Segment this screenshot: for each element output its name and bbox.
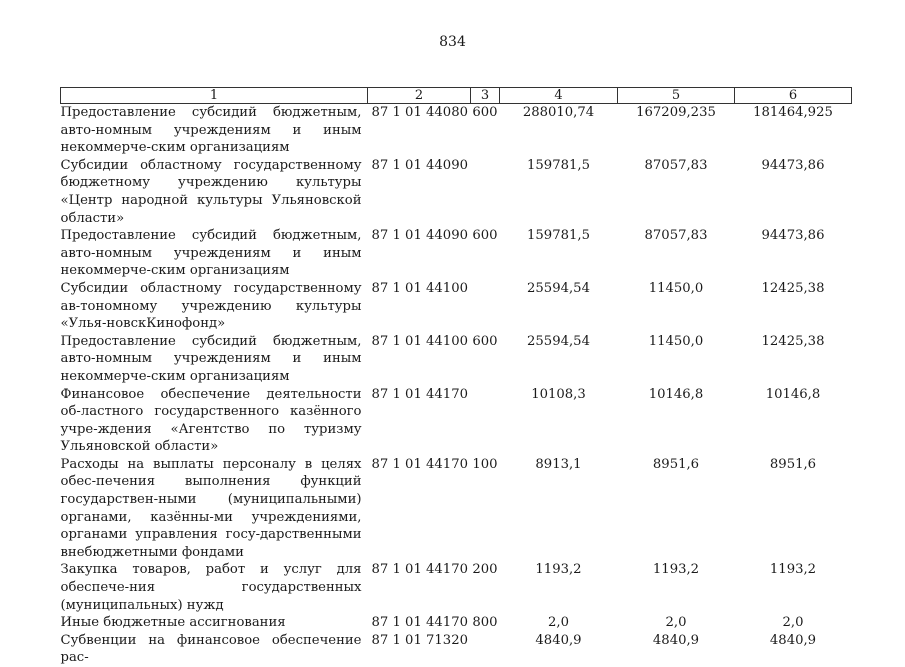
cell-v6: 94473,86: [735, 157, 852, 227]
cell-v6: 4840,9: [735, 632, 852, 667]
cell-v5: 167209,235: [618, 104, 735, 157]
cell-code: 87 1 01 44090: [368, 157, 471, 227]
cell-v6: 2,0: [735, 614, 852, 632]
header-cell-5: 5: [618, 88, 735, 104]
cell-name: Субсидии областному государственному ав-тономному учреждению культуры «Улья-новскКинофонд»: [61, 280, 368, 333]
cell-name: Предоставление субсидий бюджетным, авто-номным учреждениям и иным некоммерче-ским организациям: [61, 104, 368, 157]
cell-v5: 2,0: [618, 614, 735, 632]
cell-v6: 8951,6: [735, 456, 852, 562]
table-header-row: [61, 88, 852, 104]
table-row: [61, 157, 852, 227]
cell-v4: 25594,54: [500, 333, 618, 386]
header-cell-4: 4: [500, 88, 618, 104]
table-row: [61, 227, 852, 280]
cell-vr: 600: [471, 333, 500, 386]
cell-v5: 10146,8: [618, 386, 735, 456]
cell-name: Иные бюджетные ассигнования: [61, 614, 368, 632]
cell-v5: 8951,6: [618, 456, 735, 562]
cell-vr: 600: [471, 227, 500, 280]
cell-vr: 200: [471, 561, 500, 614]
header-cell-3: 3: [471, 88, 500, 104]
cell-vr: 600: [471, 104, 500, 157]
cell-v4: 159781,5: [500, 227, 618, 280]
cell-v4: 4840,9: [500, 632, 618, 667]
cell-code: 87 1 01 44100: [368, 280, 471, 333]
cell-v6: 10146,8: [735, 386, 852, 456]
cell-name: Субвенции на финансовое обеспечение рас-: [61, 632, 368, 667]
cell-v4: 288010,74: [500, 104, 618, 157]
cell-v4: 8913,1: [500, 456, 618, 562]
cell-name: Закупка товаров, работ и услуг для обеспече-ния государственных (муниципальных) нужд: [61, 561, 368, 614]
cell-code: 87 1 01 71320: [368, 632, 471, 667]
table-row: [61, 614, 852, 632]
cell-name: Расходы на выплаты персоналу в целях обес-печения выполнения функций государствен-ными (муниципальными) органами, казённы-ми учреждениями, органами управления госу-дарственными внебюджетными фондами: [61, 456, 368, 562]
cell-vr: 100: [471, 456, 500, 562]
cell-name: Финансовое обеспечение деятельности об-ластного государственного казённого учре-ждения «Агентство по туризму Ульяновской области»: [61, 386, 368, 456]
cell-v4: 159781,5: [500, 157, 618, 227]
cell-v5: 11450,0: [618, 333, 735, 386]
cell-v5: 11450,0: [618, 280, 735, 333]
cell-code: 87 1 01 44170: [368, 561, 471, 614]
cell-v5: 87057,83: [618, 227, 735, 280]
cell-vr: 800: [471, 614, 500, 632]
header-cell-2: 2: [368, 88, 471, 104]
cell-code: 87 1 01 44100: [368, 333, 471, 386]
table-row: [61, 386, 852, 456]
cell-code: 87 1 01 44170: [368, 456, 471, 562]
cell-v5: 4840,9: [618, 632, 735, 667]
table-row: [61, 632, 852, 667]
cell-v6: 181464,925: [735, 104, 852, 157]
table-body: [61, 104, 852, 667]
cell-v4: 10108,3: [500, 386, 618, 456]
table-row: [61, 280, 852, 333]
cell-v5: 1193,2: [618, 561, 735, 614]
cell-v4: 25594,54: [500, 280, 618, 333]
cell-v6: 1193,2: [735, 561, 852, 614]
cell-v6: 94473,86: [735, 227, 852, 280]
cell-code: 87 1 01 44170: [368, 386, 471, 456]
cell-vr: [471, 157, 500, 227]
header-cell-1: 1: [61, 88, 368, 104]
cell-name: Предоставление субсидий бюджетным, авто-номным учреждениям и иным некоммерче-ским организациям: [61, 227, 368, 280]
cell-name: Предоставление субсидий бюджетным, авто-номным учреждениям и иным некоммерче-ским организациям: [61, 333, 368, 386]
cell-vr: [471, 386, 500, 456]
cell-vr: [471, 280, 500, 333]
table-row: [61, 333, 852, 386]
cell-vr: [471, 632, 500, 667]
cell-v4: 1193,2: [500, 561, 618, 614]
page-number: 834: [0, 34, 905, 50]
table-row: [61, 104, 852, 157]
cell-v6: 12425,38: [735, 333, 852, 386]
cell-v5: 87057,83: [618, 157, 735, 227]
table-row: [61, 456, 852, 562]
table-row: [61, 561, 852, 614]
cell-v6: 12425,38: [735, 280, 852, 333]
header-cell-6: 6: [735, 88, 852, 104]
budget-table: [60, 87, 852, 667]
cell-name: Субсидии областному государственному бюджетному учреждению культуры «Центр народной культуры Ульяновской области»: [61, 157, 368, 227]
cell-code: 87 1 01 44170: [368, 614, 471, 632]
cell-v4: 2,0: [500, 614, 618, 632]
cell-code: 87 1 01 44090: [368, 227, 471, 280]
cell-code: 87 1 01 44080: [368, 104, 471, 157]
